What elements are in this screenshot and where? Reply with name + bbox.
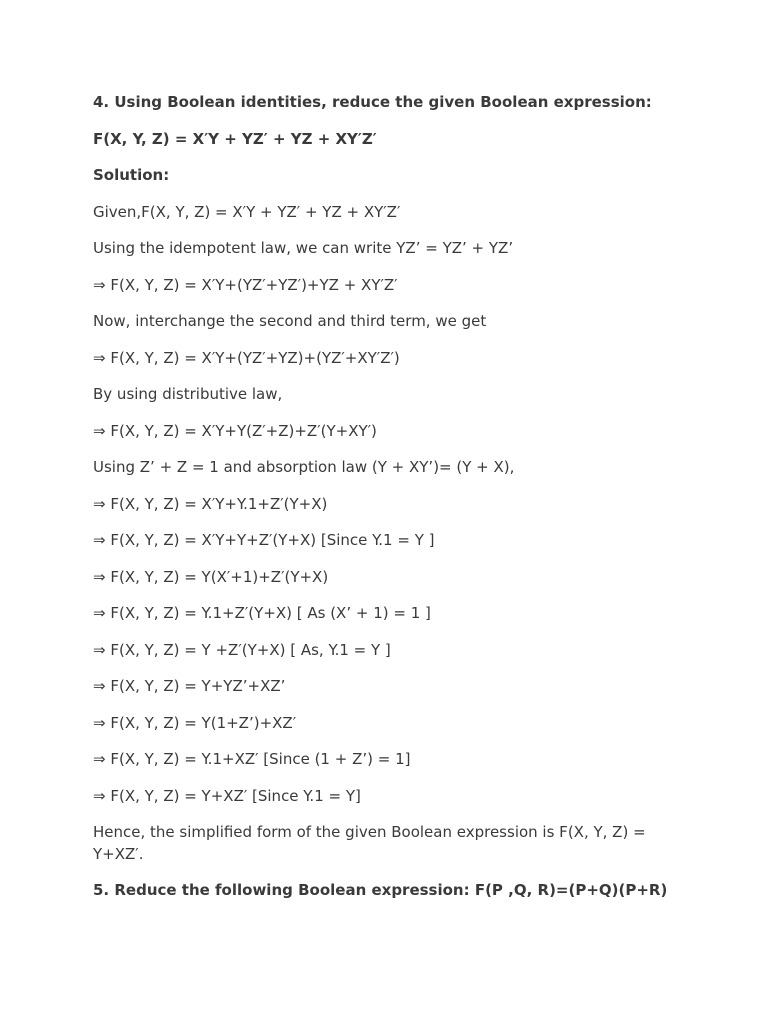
step-line: ⇒ F(X, Y, Z) = Y.1+XZ′ [Since (1 + Z’) = 1] (93, 750, 411, 768)
question-5-heading: 5. Reduce the following Boolean expression: F(P ,Q, R)=(P+Q)(P+R) (93, 881, 668, 899)
document-page (93, 91, 683, 915)
step-line: ⇒ F(X, Y, Z) = Y(1+Z’)+XZ′ (93, 713, 297, 732)
question-4-heading: 4. Using Boolean identities, reduce the given Boolean expression: (93, 93, 652, 111)
step-line: ⇒ F(X, Y, Z) = Y.1+Z′(Y+X) [ As (X’ + 1) = 1 ] (93, 604, 431, 622)
step-line: ⇒ F(X, Y, Z) = Y+YZ’+XZ’ (93, 677, 286, 695)
step-line: ⇒ F(X, Y, Z) = X′Y+(YZ′+YZ)+(YZ′+XY′Z′) (93, 348, 400, 367)
step-line: Given,F(X, Y, Z) = X′Y + YZ′ + YZ + XY′Z′ (93, 202, 401, 221)
step-line: ⇒ F(X, Y, Z) = X′Y+Y(Z′+Z)+Z′(Y+XY′) (93, 421, 377, 440)
step-line: Now, interchange the second and third term, we get (93, 312, 487, 330)
step-line: ⇒ F(X, Y, Z) = Y +Z′(Y+X) [ As, Y.1 = Y ] (93, 640, 391, 659)
solution-label: Solution: (93, 166, 170, 184)
step-line: ⇒ F(X, Y, Z) = Y(X′+1)+Z′(Y+X) (93, 567, 329, 586)
step-line: ⇒ F(X, Y, Z) = Y+XZ′ [Since Y.1 = Y] (93, 786, 361, 805)
step-line: Using the idempotent law, we can write YZ’ = YZ’ + YZ’ (93, 239, 514, 257)
conclusion-paragraph: Hence, the simplified form of the given Boolean expression is F(X, Y, Z) = Y+XZ′. (93, 823, 646, 863)
question-4-expression: F(X, Y, Z) = X′Y + YZ′ + YZ + XY′Z′ (93, 129, 377, 148)
step-line: ⇒ F(X, Y, Z) = X′Y+Y+Z′(Y+X) [Since Y.1 = Y ] (93, 531, 435, 549)
step-line: By using distributive law, (93, 385, 283, 403)
step-line: ⇒ F(X, Y, Z) = X′Y+Y.1+Z′(Y+X) (93, 494, 328, 513)
step-line: Using Z’ + Z = 1 and absorption law (Y + XY’)= (Y + X), (93, 458, 515, 476)
step-line: ⇒ F(X, Y, Z) = X′Y+(YZ′+YZ′)+YZ + XY′Z′ (93, 275, 398, 294)
